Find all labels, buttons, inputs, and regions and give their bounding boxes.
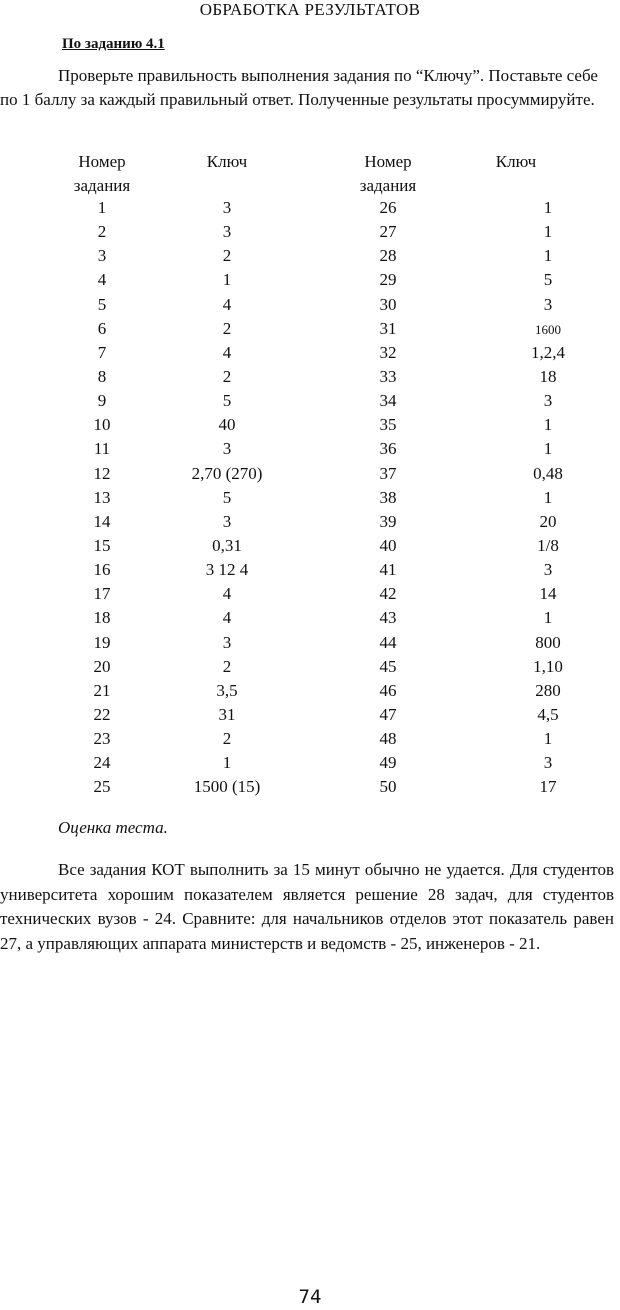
task-number-right: 42 (379, 584, 397, 604)
answer-key-right: 1 (543, 222, 553, 242)
table-row (0, 681, 620, 705)
task-number-left: 7 (97, 342, 107, 362)
answer-key-left: 3 12 4 (205, 560, 249, 580)
table-row (0, 439, 620, 463)
answer-key-right: 17 (539, 777, 557, 797)
task-number-right: 29 (379, 270, 397, 290)
table-row (0, 536, 620, 560)
answer-key-left: 3 (222, 198, 232, 217)
answer-key-right: 4,5 (537, 704, 559, 724)
task-number-left: 15 (93, 535, 111, 555)
col-header-key-right: Ключ (495, 152, 537, 171)
task-number-right: 34 (379, 391, 397, 411)
task-number-left: 25 (93, 777, 111, 797)
answer-key-right: 1 (543, 415, 553, 435)
task-number-left: 6 (97, 318, 107, 338)
answer-key-right: 20 (539, 511, 557, 531)
task-number-left: 22 (93, 704, 111, 724)
answer-key-right: 1 (543, 246, 553, 266)
page-header: ОБРАБОТКА РЕЗУЛЬТАТОВ (199, 0, 421, 19)
task-number-right: 50 (379, 777, 397, 797)
table-row (0, 488, 620, 512)
task-number-right: 28 (379, 246, 397, 266)
page-number: 74 (298, 1286, 322, 1308)
answer-key-left: 2 (222, 366, 232, 386)
answer-key-left: 2 (222, 656, 232, 676)
task-number-right: 37 (379, 463, 397, 483)
task-number-right: 48 (379, 729, 397, 749)
task-number-left: 19 (93, 632, 111, 652)
answer-key-left: 5 (222, 391, 232, 411)
answer-key-left: 2 (222, 246, 232, 266)
task-number-left: 2 (97, 222, 107, 242)
task-number-left: 5 (97, 294, 107, 314)
answer-key-left: 2,70 (270) (191, 463, 263, 483)
table-row (0, 729, 620, 753)
answer-key-right: 1 (543, 608, 553, 628)
table-row (0, 270, 620, 294)
table-row (0, 608, 620, 632)
task-number-left: 24 (93, 753, 111, 773)
task-number-right: 45 (379, 656, 397, 676)
answer-key-left: 4 (222, 608, 232, 628)
answer-key-right: 3 (543, 753, 553, 773)
answer-key-left: 3 (222, 511, 232, 531)
task-number-right: 31 (379, 318, 397, 338)
table-row (0, 705, 620, 729)
answer-key-left: 3 (222, 439, 232, 459)
task-number-right: 41 (379, 560, 397, 580)
answer-key-left: 1 (222, 753, 232, 773)
table-row (0, 584, 620, 608)
task-number-left: 12 (93, 463, 111, 483)
task-number-left: 16 (93, 560, 111, 580)
answer-key-right: 18 (539, 366, 557, 386)
table-row (0, 319, 620, 343)
task-number-right: 27 (379, 222, 397, 242)
task-number-left: 14 (93, 511, 111, 531)
task-number-right: 32 (379, 342, 397, 362)
answer-key-left: 1500 (15) (193, 777, 261, 797)
table-row (0, 753, 620, 777)
answer-key-left: 2 (222, 318, 232, 338)
task-number-left: 9 (97, 391, 107, 411)
answer-key-left: 0,31 (212, 535, 242, 555)
answer-key-left: 5 (222, 487, 232, 507)
table-row (0, 512, 620, 536)
answer-key-right: 1,10 (533, 656, 563, 676)
task-number-left: 21 (93, 680, 111, 700)
task-number-left: 1 (97, 198, 107, 217)
answer-key-right: 1 (543, 487, 553, 507)
table-row (0, 777, 620, 801)
table-row (0, 246, 620, 270)
col-header-number-left: Номер задания (73, 152, 131, 195)
table-row (0, 560, 620, 584)
answer-key-left: 40 (218, 415, 236, 435)
task-number-left: 13 (93, 487, 111, 507)
table-row (0, 343, 620, 367)
answer-key-right: 1 (543, 729, 553, 749)
col-header-key-left: Ключ (206, 152, 248, 171)
answer-key-right: 280 (535, 680, 561, 700)
task-number-left: 17 (93, 584, 111, 604)
answer-key-left: 31 (218, 704, 236, 724)
answer-key-left: 3 (222, 222, 232, 242)
answer-key-right: 1600 (535, 321, 561, 337)
answer-key-right: 800 (535, 632, 561, 652)
answer-key-left: 3,5 (216, 680, 238, 700)
task-number-right: 49 (379, 753, 397, 773)
task-number-left: 20 (93, 656, 111, 676)
task-number-right: 36 (379, 439, 397, 459)
answer-key-right: 1 (543, 439, 553, 459)
task-number-right: 26 (379, 198, 397, 217)
task-number-left: 4 (97, 270, 107, 290)
col-header-number-right: Номер задания (359, 152, 417, 195)
answer-key-right: 1,2,4 (531, 342, 565, 362)
answer-key-right: 0,48 (533, 463, 563, 483)
answer-key-right: 14 (539, 584, 557, 604)
task-number-left: 8 (97, 366, 107, 386)
answer-key-left: 2 (222, 729, 232, 749)
task-number-right: 43 (379, 608, 397, 628)
answer-key-left: 3 (222, 632, 232, 652)
task-number-right: 35 (379, 415, 397, 435)
table-row (0, 367, 620, 391)
task-number-right: 46 (379, 680, 397, 700)
task-number-left: 11 (93, 439, 111, 459)
task-number-right: 40 (379, 535, 397, 555)
answer-key-left: 4 (222, 342, 232, 362)
table-row (0, 198, 620, 222)
task-number-left: 18 (93, 608, 111, 628)
task-number-right: 38 (379, 487, 397, 507)
answer-key-right: 3 (543, 391, 553, 411)
answer-key-left: 4 (222, 294, 232, 314)
table-row (0, 295, 620, 319)
table-row (0, 415, 620, 439)
task-number-right: 44 (379, 632, 397, 652)
task-number-right: 47 (379, 704, 397, 724)
answer-key-left: 4 (222, 584, 232, 604)
answer-key-right: 1/8 (537, 535, 559, 555)
table-row (0, 657, 620, 681)
score-heading: Оценка теста. (58, 818, 168, 837)
task-number-left: 3 (97, 246, 107, 266)
task-number-right: 30 (379, 294, 397, 314)
table-row (0, 391, 620, 415)
task-number-right: 39 (379, 511, 397, 531)
conclusion-text: Все задания КОТ выполнить за 15 минут обычно не удается. Для студентов университета хорошим показателем является решение 28 задач, для студентов технических вузов - 24. Сравните: для начальников отделов этот показатель равен 27, а управляющих аппарата министерств и ведомств - 25, инженеров - 21. (0, 860, 614, 953)
section-title: По заданию 4.1 (62, 36, 165, 52)
task-number-left: 10 (93, 415, 111, 435)
intro-text: Проверьте правильность выполнения задания по “Ключу”. Поставьте себе по 1 баллу за каждый правильный ответ. Полученные результаты просуммируйте. (0, 66, 598, 109)
answer-key-table (0, 198, 620, 802)
table-row (0, 464, 620, 488)
answer-key-right: 3 (543, 560, 553, 580)
answer-key-right: 5 (543, 270, 553, 290)
answer-key-right: 1 (543, 198, 553, 217)
task-number-right: 33 (379, 366, 397, 386)
table-row (0, 222, 620, 246)
intro-paragraph (0, 64, 612, 112)
task-number-left: 23 (93, 729, 111, 749)
answer-key-left: 1 (222, 270, 232, 290)
conclusion-paragraph (0, 858, 614, 956)
answer-key-right: 3 (543, 294, 553, 314)
table-row (0, 633, 620, 657)
